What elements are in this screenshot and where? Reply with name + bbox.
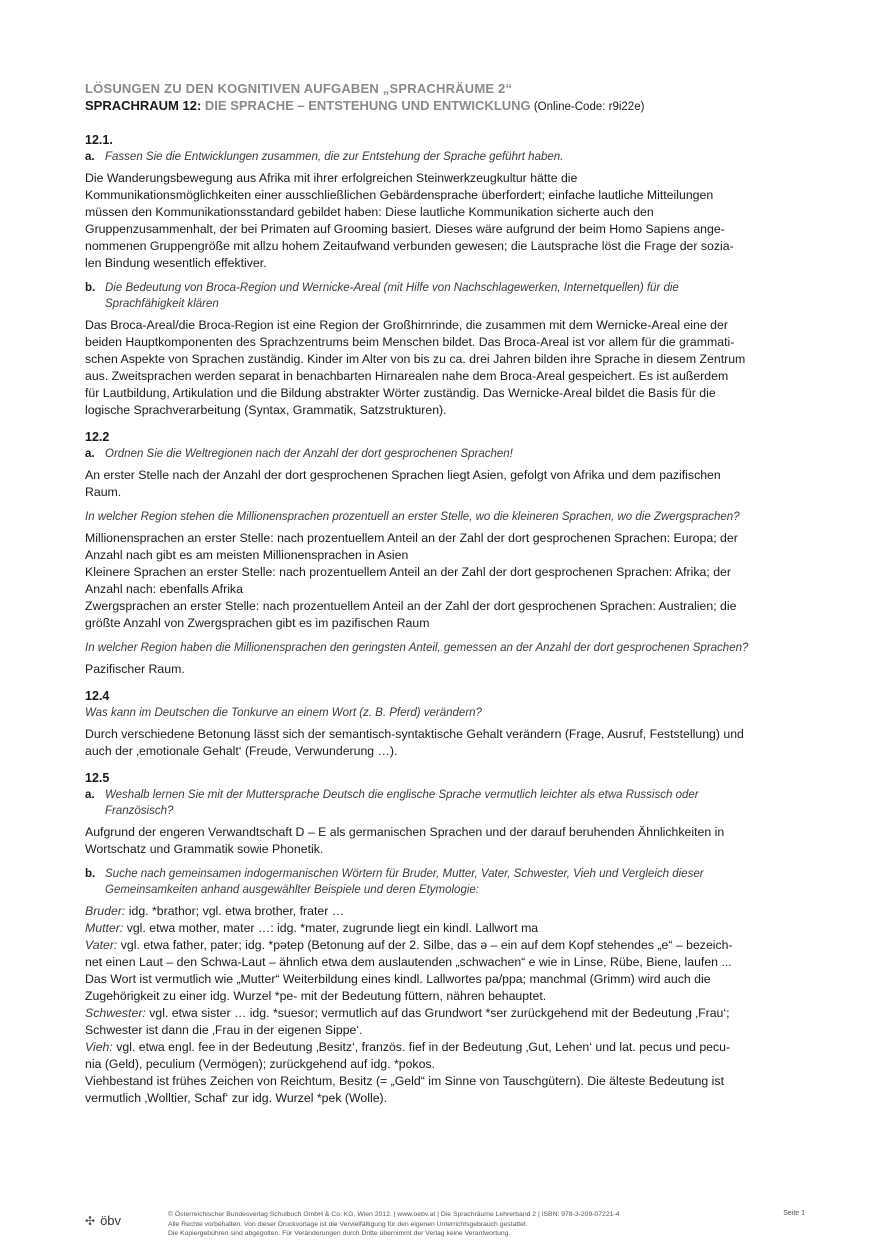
term-label: Bruder:: [85, 904, 126, 918]
logo-text: öbv: [100, 1213, 122, 1228]
term-line: Zugehörigkeit zu einer idg. Wurzel *pe- mit der Bedeutung füttern, nähren behauptet.: [85, 989, 547, 1003]
term-label: Vater:: [85, 938, 118, 952]
question-label: b.: [85, 282, 96, 294]
question-line: Die Bedeutung von Broca-Region und Wernicke-Areal (mit Hilfe von Nachschlagewerken, Internetquellen) für die: [105, 282, 679, 294]
etymology-mutter: [85, 920, 800, 937]
etymology-bruder: [85, 903, 800, 920]
question-label: a.: [85, 789, 95, 801]
page-kicker: LÖSUNGEN ZU DEN KOGNITIVEN AUFGABEN „SPRACHRÄUME 2“: [85, 81, 513, 96]
page-title: [85, 97, 800, 116]
answer-line: An erster Stelle nach der Anzahl der dort gesprochenen Sprachen liegt Asien, gefolgt von Afrika und dem pazifischen: [85, 468, 721, 482]
question-text: Ordnen Sie die Weltregionen nach der Anzahl der dort gesprochenen Sprachen!: [105, 448, 513, 460]
answer-line: Millionensprachen an erster Stelle: nach prozentuellem Anteil an der Zahl der dort gesprochenen Sprachen: Europa; der: [85, 531, 738, 545]
term-text: idg. *brathor; vgl. etwa brother, frater …: [125, 904, 345, 918]
question-text: [105, 280, 679, 312]
question-line: Sprachfähigkeit klären: [105, 298, 219, 310]
answer-12-2-a: [85, 467, 800, 501]
question-text: [105, 787, 699, 819]
answer-line: beiden Hauptkomponenten des Sprachzentrums beim Menschen bildet. Das Broca-Areal ist vor allem für die grammati-: [85, 335, 735, 349]
question-12-1-a: [85, 149, 800, 165]
answer-line: Das Broca-Areal/die Broca-Region ist eine Region der Großhirnrinde, die zusammen mit dem Wernicke-Areal eine der: [85, 318, 728, 332]
question-12-4: Was kann im Deutschen die Tonkurve an einem Wort (z. B. Pferd) verändern?: [85, 707, 482, 719]
term-text: vgl. etwa engl. fee in der Bedeutung ‚Besitz‘, französ. fief in der Bedeutung ‚Gut, Lehen‘ und lat. pecus und pecu-: [112, 1040, 731, 1054]
answer-line: Anzahl nach: ebenfalls Afrika: [85, 582, 243, 596]
answer-line: Durch verschiedene Betonung lässt sich der semantisch-syntaktische Gehalt verändern (Frage, Ausruf, Feststellung) und: [85, 727, 744, 741]
term-text: vgl. etwa sister … idg. *suesor; vermutlich auf das Grundwort *ser zurückgehend mit der Bedeutung ‚Frau‘;: [145, 1006, 730, 1020]
answer-12-4: [85, 726, 800, 760]
term-line: Das Wort ist vermutlich wie „Mutter“ Weiterbildung eines kindl. Lallwortes pa/ppa; manchmal (Grimm) wird auch die: [85, 972, 711, 986]
question-12-5-b: [85, 866, 800, 898]
answer-12-5-a: [85, 824, 800, 858]
section-heading-12-1: 12.1.: [85, 133, 113, 147]
section-heading-12-4: 12.4: [85, 689, 110, 703]
question-12-1-b: [85, 280, 800, 312]
answer-line: Kommunikationsmöglichkeiten einer ausschließlichen Gebärdensprache überfordert; einfache lautliche Mitteilungen: [85, 188, 714, 202]
term-line: Schwester ist dann die ‚Frau in der eigenen Sippe‘.: [85, 1023, 363, 1037]
question-line: Gemeinsamkeiten anhand ausgewählter Beispiele und deren Etymologie:: [105, 884, 479, 896]
term-text: vgl. etwa mother, mater …: idg. *mater, zugrunde liegt ein kindl. Lallwort ma: [123, 921, 539, 935]
question-12-5-a: [85, 787, 800, 819]
question-label: a.: [85, 151, 95, 163]
rights-line: Alle Rechte vorbehalten. Von dieser Druckvorlage ist die Vervielfältigung für den eigenen Unterrichtsgebrauch gestattet.: [168, 1220, 528, 1228]
page-footer: [85, 1208, 805, 1244]
question-label: a.: [85, 448, 95, 460]
answer-line: für Lautbildung, Artikulation und die Bildung abstrakter Wörter zuständig. Das Wernicke-Areal bildet die Basis für die: [85, 386, 716, 400]
oebv-logo-icon: ✣: [85, 1213, 96, 1228]
answer-line: müssen den Kommunikationsstandard gebildet haben: Diese lautliche Kommunikation sicherte auch den: [85, 205, 654, 219]
answer-line: größte Anzahl von Zwergsprachen gibt es im pazifischen Raum: [85, 616, 430, 630]
term-line: vermutlich ‚Wolltier, Schaf‘ zur idg. Wurzel *pek (Wolle).: [85, 1091, 388, 1105]
etymology-schwester: [85, 1005, 800, 1039]
question-12-2-a: [85, 446, 800, 462]
answer-12-1-b: [85, 317, 800, 419]
answer-line: nommenen Gruppengröße mit allzu hohem Zeitaufwand verbunden gewesen; die Lautsprache löst die Frage der sozia-: [85, 239, 734, 253]
publisher-logo: [85, 1213, 121, 1228]
term-line: nia (Geld), peculium (Vermögen); zurückgehend auf idg. *pokos.: [85, 1057, 435, 1071]
answer-line: Gruppenzusammenhalt, der bei Primaten auf Grooming basiert. Dieses wäre aufgrund der beim Homo Sapiens ange-: [85, 222, 725, 236]
answer-line: logische Sprachverarbeitung (Syntax, Grammatik, Satzstrukturen).: [85, 403, 447, 417]
term-label: Vieh:: [85, 1040, 113, 1054]
answer-line: Raum.: [85, 485, 122, 499]
etymology-vieh: [85, 1039, 800, 1107]
copyright-line: © Österreichischer Bundesverlag Schulbuch GmbH & Co. KG, Wien 2012. | www.oebv.at | Die Sprachräume Lehrerband 2 | ISBN: 978-3-209-07221-4: [168, 1211, 620, 1218]
question-text: [105, 866, 704, 898]
term-line: net einen Laut – den Schwa-Laut – ähnlich etwa dem auslautenden „schwachen“ e wie in Linse, Rübe, Biene, laufen ...: [85, 955, 732, 969]
answer-line: Wortschatz und Grammatik sowie Phonetik.: [85, 842, 324, 856]
section-heading-12-5: 12.5: [85, 771, 110, 785]
answer-line: aus. Zweitsprachen werden separat in benachbarten Hirnarealen nahe dem Broca-Areal gespeichert. Es ist außerdem: [85, 369, 729, 383]
answer-line: len Bindung wesentlich effektiver.: [85, 256, 267, 270]
answer-line: Die Wanderungsbewegung aus Afrika mit ihrer erfolgreichen Steinwerkzeugkultur hätte die: [85, 171, 578, 185]
fees-line: Die Kopiergebühren sind abgegolten. Für Veränderungen durch Dritte übernimmt der Verlag keine Verantwortung.: [168, 1230, 511, 1237]
question-text: Fassen Sie die Entwicklungen zusammen, die zur Entstehung der Sprache geführt haben.: [105, 151, 564, 163]
question-12-2-millionensprachen: In welcher Region stehen die Millionensprachen prozentuell an erster Stelle, wo die kleineren Sprachen, wo die Zwergsprachen?: [85, 511, 740, 523]
term-line: Viehbestand ist frühes Zeichen von Reichtum, Besitz (= „Geld“ im Sinne von Tauschgütern). Die älteste Bedeutung ist: [85, 1074, 724, 1088]
answer-line: Kleinere Sprachen an erster Stelle: nach prozentuellem Anteil an der Zahl der dort gesprochenen Sprachen: Afrika; der: [85, 565, 731, 579]
copyright-notes: [168, 1210, 728, 1239]
question-line: Suche nach gemeinsamen indogermanischen Wörtern für Bruder, Mutter, Vater, Schwester, Vieh und Vergleich dieser: [105, 868, 704, 880]
answer-line: Aufgrund der engeren Verwandtschaft D – E als germanischen Sprachen und der darauf beruhenden Ähnlichkeiten in: [85, 825, 725, 839]
title-part-2: DIE SPRACHE – ENTSTEHUNG UND ENTWICKLUNG: [204, 98, 531, 113]
question-label: b.: [85, 868, 96, 880]
section-heading-12-2: 12.2: [85, 430, 110, 444]
answer-12-1-a: [85, 170, 800, 272]
question-line: Französisch?: [105, 805, 174, 817]
online-code: (Online-Code: r9i22e): [530, 101, 645, 113]
answer-line: Anzahl nach gibt es am meisten Millionensprachen in Asien: [85, 548, 409, 562]
answer-line: auch der ‚emotionale Gehalt‘ (Freude, Verwunderung …).: [85, 744, 398, 758]
title-part-1: SPRACHRAUM 12:: [85, 98, 205, 113]
answer-12-2-pazifik: Pazifischer Raum.: [85, 662, 185, 676]
answer-line: schen Aspekte von Sprachen zuständig. Kinder im Alter von bis zu ca. drei Jahren bilden ihre Sprache in diesem Zentrum: [85, 352, 746, 366]
term-text: vgl. etwa father, pater; idg. *pətер (Betonung auf der 2. Silbe, das ə – ein auf dem Kopf stehendes „e“ – bezeich-: [117, 938, 733, 952]
question-12-2-geringster-anteil: In welcher Region haben die Millionensprachen den geringsten Anteil, gemessen an der Anzahl der dort gesprochenen Sprachen?: [85, 642, 749, 654]
page-number: Seite 1: [783, 1210, 805, 1217]
answer-12-2-millionensprachen: [85, 530, 800, 632]
document-page: [85, 80, 800, 1107]
etymology-vater: [85, 937, 800, 1005]
term-label: Schwester:: [85, 1006, 146, 1020]
etymology-list: [85, 903, 800, 1107]
answer-line: Zwergsprachen an erster Stelle: nach prozentuellem Anteil an der Zahl der dort gesprochenen Sprachen: Australien; die: [85, 599, 737, 613]
question-line: Weshalb lernen Sie mit der Muttersprache Deutsch die englische Sprache vermutlich leichter als etwa Russisch oder: [105, 789, 699, 801]
term-label: Mutter:: [85, 921, 124, 935]
